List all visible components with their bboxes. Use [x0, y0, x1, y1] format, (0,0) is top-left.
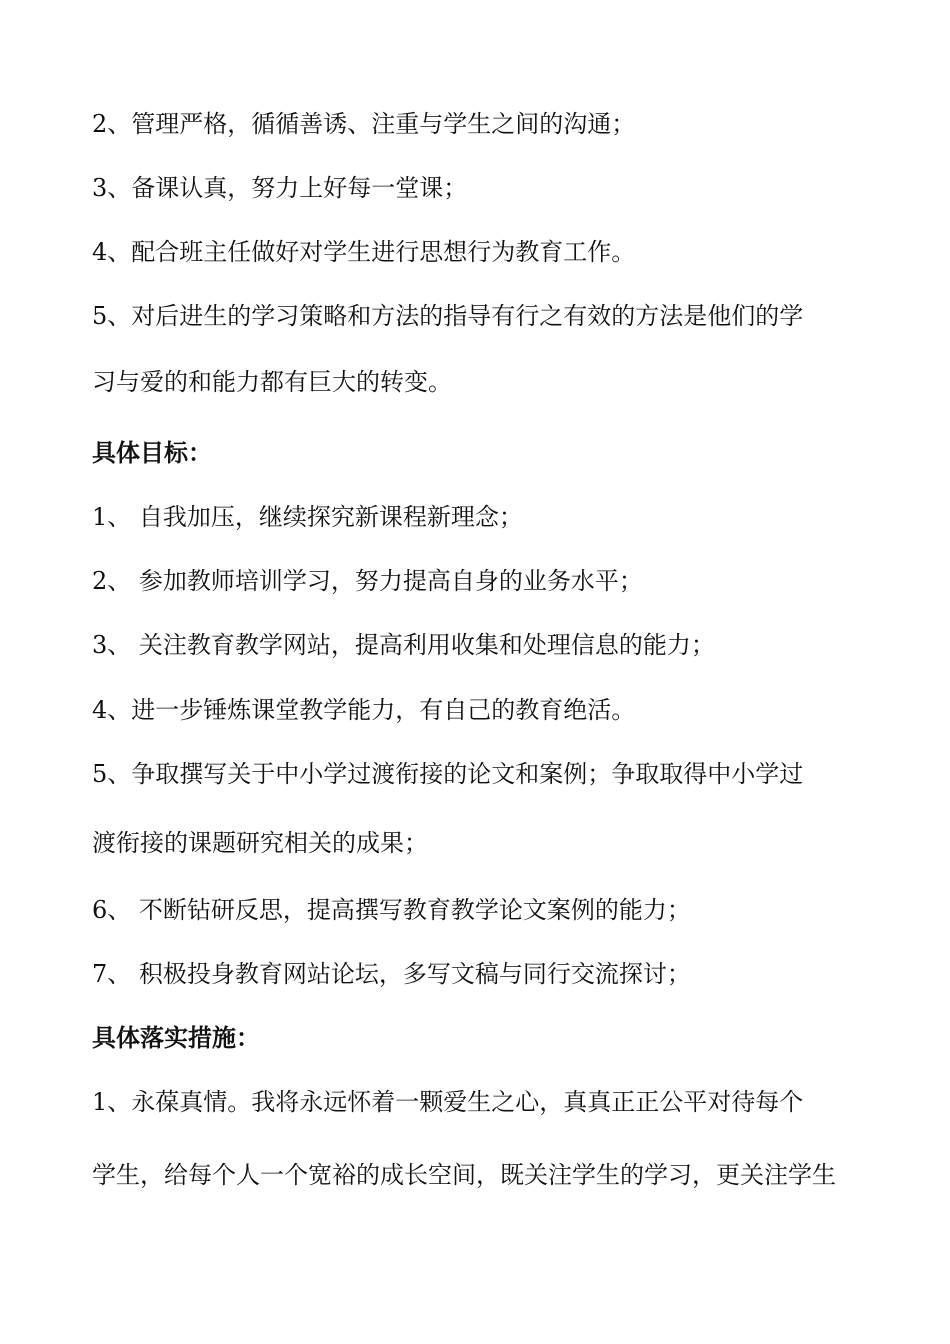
text-line: 2、 参加教师培训学习，努力提高自身的业务水平； [92, 567, 643, 595]
text-line: 2、管理严格，循循善诱、注重与学生之间的沟通； [92, 110, 636, 138]
text-line: 渡衔接的课题研究相关的成果； [92, 829, 428, 857]
text-line: 4、配合班主任做好对学生进行思想行为教育工作。 [92, 238, 636, 266]
text-line: 7、 积极投身教育网站论坛，多写文稿与同行交流探讨； [92, 960, 691, 988]
section-heading-goals: 具体目标： [92, 438, 212, 467]
text-line: 1、 自我加压，继续探究新课程新理念； [92, 503, 523, 531]
text-line: 3、备课认真，努力上好每一堂课； [92, 174, 468, 202]
text-line: 习与爱的和能力都有巨大的转变。 [92, 368, 452, 396]
text-line: 5、对后进生的学习策略和方法的指导有行之有效的方法是他们的学 [92, 302, 804, 330]
text-line: 学生，给每个人一个宽裕的成长空间，既关注学生的学习，更关注学生 [92, 1161, 836, 1189]
text-line: 1、永葆真情。我将永远怀着一颗爱生之心，真真正正公平对待每个 [92, 1088, 804, 1116]
text-line: 6、 不断钻研反思，提高撰写教育教学论文案例的能力； [92, 896, 691, 924]
text-line: 3、 关注教育教学网站，提高利用收集和处理信息的能力； [92, 631, 715, 659]
section-heading-measures: 具体落实措施： [92, 1023, 260, 1052]
text-line: 4、进一步锤炼课堂教学能力，有自己的教育绝活。 [92, 696, 636, 724]
text-line: 5、争取撰写关于中小学过渡衔接的论文和案例；争取取得中小学过 [92, 760, 804, 788]
